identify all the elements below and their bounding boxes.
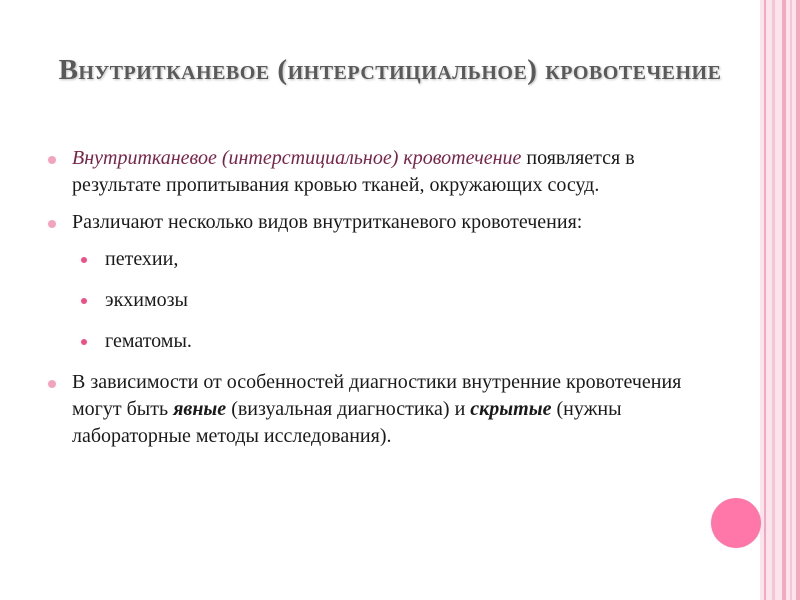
stripe — [796, 0, 800, 600]
bullet-dot-icon — [48, 380, 56, 388]
sub-bullet-dot-icon — [81, 298, 87, 304]
bullet-item — [48, 209, 708, 236]
bullet-text: появляется в результате пропитывания кровью тканей, окружающих сосуд. — [72, 147, 635, 196]
sub-bullet-text: гематомы. — [105, 330, 192, 352]
slide-content — [48, 145, 708, 460]
sub-bullet-item — [48, 246, 708, 273]
sub-bullet-item — [48, 287, 708, 314]
bullet-dot-icon — [48, 220, 56, 228]
decorative-circle — [711, 498, 761, 548]
bullet-item — [48, 145, 708, 199]
stripe — [782, 0, 786, 600]
decorative-stripes — [760, 0, 800, 600]
sub-bullet-text: петехии, — [105, 248, 179, 270]
bullet-item — [48, 369, 708, 450]
bullet-text: (нужны лабораторные методы исследования). — [72, 398, 622, 447]
bullet-text: Различают несколько видов внутритканевого кровотечения: — [72, 211, 583, 233]
bullet-dot-icon — [48, 156, 56, 164]
slide-title: Внутритканевое (интерстициальное) кровотечение — [58, 54, 722, 86]
highlight-term: Внутритканевое (интерстициальное) кровотечение — [72, 147, 522, 169]
bold-term-hidden: скрытые — [470, 398, 552, 420]
bold-term-explicit: явные — [173, 398, 227, 420]
sub-bullet-dot-icon — [81, 339, 87, 345]
stripe — [790, 0, 792, 600]
bullet-text: (визуальная диагностика) и — [226, 398, 471, 420]
stripe — [764, 0, 766, 600]
bullet-text: В зависимости от особенностей диагностики внутренние кровотечения могут быть — [72, 371, 682, 420]
stripe — [772, 0, 775, 600]
sub-bullet-item — [48, 328, 708, 355]
sub-bullet-text: экхимозы — [105, 289, 188, 311]
sub-bullet-dot-icon — [81, 257, 87, 263]
